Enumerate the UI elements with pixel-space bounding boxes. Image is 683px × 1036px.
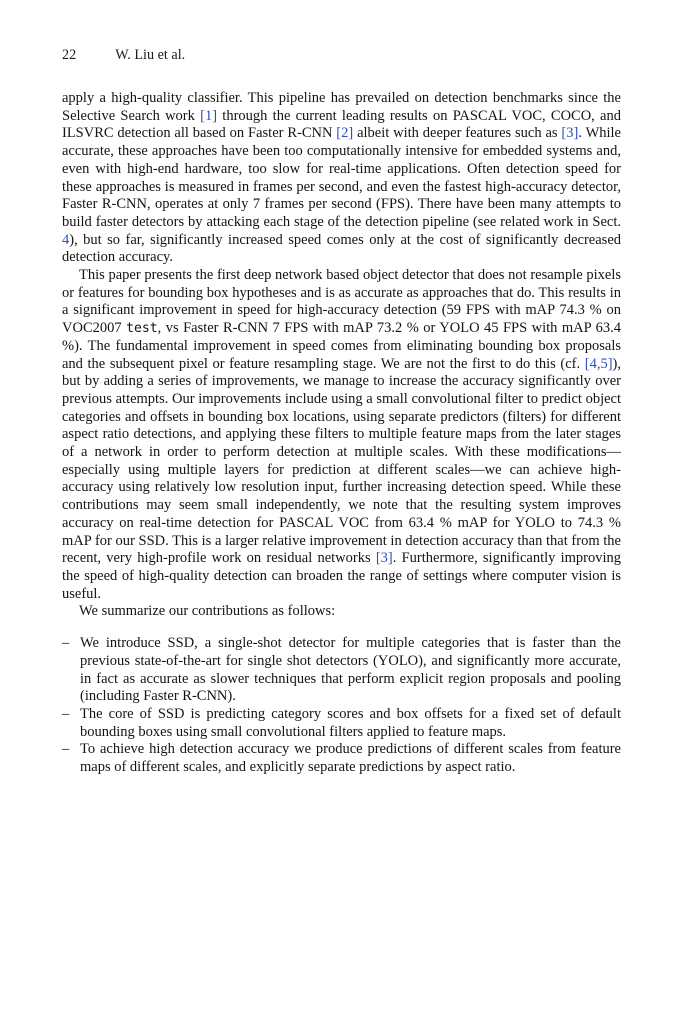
text-run: , vs Faster R-CNN 7 FPS with mAP 73.2 % or YOLO 45 FPS with mAP 63.4 %). The fundamental improvement in speed comes from eliminating bounding box proposals and the subsequent pixel or feature resampling stage. We are not the first to do this (cf. bbox=[62, 320, 621, 372]
text-run: through the current leading results on PASCAL VOC, COCO, and ILSVRC detection all based on Faster R-CNN bbox=[62, 107, 621, 142]
body-text bbox=[62, 90, 621, 777]
citation-link[interactable]: [1] bbox=[200, 107, 218, 124]
text-run: . Furthermore, significantly improving the speed of high-quality detection can broaden the range of settings where computer vision is useful. bbox=[62, 550, 621, 602]
text-run: . While accurate, these approaches have been too computationally intensive for embedded systems and, even with high-end hardware, too slow for real-time applications. Often detection speed for these approaches is measured in frames per second, and even the fastest high-accuracy detector, Faster R-CNN, operates at only 7 frames per second (FPS). There have been many attempts to build faster detectors by attacking each stage of the detection pipeline (see related work in Sect. bbox=[62, 125, 621, 230]
citation-link[interactable]: [3] bbox=[561, 125, 579, 142]
text-run: apply a high-quality classifier. This pipeline has prevailed on detection benchmarks since the Selective Search work bbox=[62, 90, 621, 124]
page-number: 22 bbox=[62, 47, 77, 63]
text-run: We introduce SSD, a single-shot detector for multiple categories that is faster than the previous state-of-the-art for single shot detectors (YOLO), and significantly more accurate, in fact as accurate as slower techniques that perform explicit region proposals and pooling (including Faster R-CNN). bbox=[80, 635, 621, 705]
paragraph-2 bbox=[62, 267, 621, 603]
text-run: This paper presents the first deep network based object detector that does not resample pixels or features for bounding box hypotheses and is as accurate as approaches that do. This results in a significant improvement in speed for high-accuracy detection (59 FPS with mAP 74.3 % on VOC2007 bbox=[62, 267, 621, 337]
contribution-list bbox=[62, 635, 621, 777]
citation-link[interactable]: [2] bbox=[336, 125, 354, 142]
running-head: W. Liu et al. bbox=[115, 47, 186, 63]
text-run: albeit with deeper features such as bbox=[353, 125, 562, 142]
list-marker: – bbox=[62, 741, 70, 758]
paragraph-1 bbox=[62, 90, 621, 267]
list-item bbox=[62, 741, 621, 776]
list-item bbox=[62, 635, 621, 706]
text-block bbox=[62, 47, 621, 777]
code-text: test bbox=[126, 321, 158, 337]
list-item-text bbox=[80, 635, 621, 706]
citation-link[interactable]: [3] bbox=[375, 550, 393, 567]
text-run: ), but so far, significantly increased speed comes only at the cost of significantly decreased detection accuracy. bbox=[62, 231, 621, 266]
text-run: The core of SSD is predicting category scores and box offsets for a fixed set of default bounding boxes using small convolutional filters applied to feature maps. bbox=[80, 705, 621, 740]
list-marker: – bbox=[62, 635, 70, 652]
list-item bbox=[62, 706, 621, 741]
citation-link[interactable]: [4,5] bbox=[584, 355, 613, 372]
paragraph-3 bbox=[62, 603, 621, 621]
section-ref-link[interactable]: 4 bbox=[62, 231, 70, 248]
text-run: To achieve high detection accuracy we produce predictions of different scales from feature maps of different scales, and explicitly separate predictions by aspect ratio. bbox=[80, 741, 621, 776]
text-run: ), but by adding a series of improvements, we manage to increase the accuracy significantly over previous attempts. Our improvements include using a small convolutional filter to predict object categories and offsets in bounding box locations, using separate predictors (filters) for different aspect ratio detections, and applying these filters to multiple feature maps from the later stages of a network in order to perform detection at multiple scales. With these modifications—especially using multiple layers for prediction at different scales—we can achieve high-accuracy using relatively low resolution input, further increasing detection speed. While these contributions may seem small independently, we note that the resulting system improves accuracy on real-time detection for PASCAL VOC from 63.4 % mAP for YOLO to 74.3 % mAP for our SSD. This is a larger relative improvement in detection accuracy than that from the recent, very high-profile work on residual networks bbox=[62, 355, 621, 567]
page-header bbox=[62, 47, 621, 64]
text-run: We summarize our contributions as follows: bbox=[79, 603, 336, 620]
list-marker: – bbox=[62, 705, 70, 722]
list-item-text bbox=[80, 706, 621, 741]
list-item-text bbox=[80, 741, 621, 776]
